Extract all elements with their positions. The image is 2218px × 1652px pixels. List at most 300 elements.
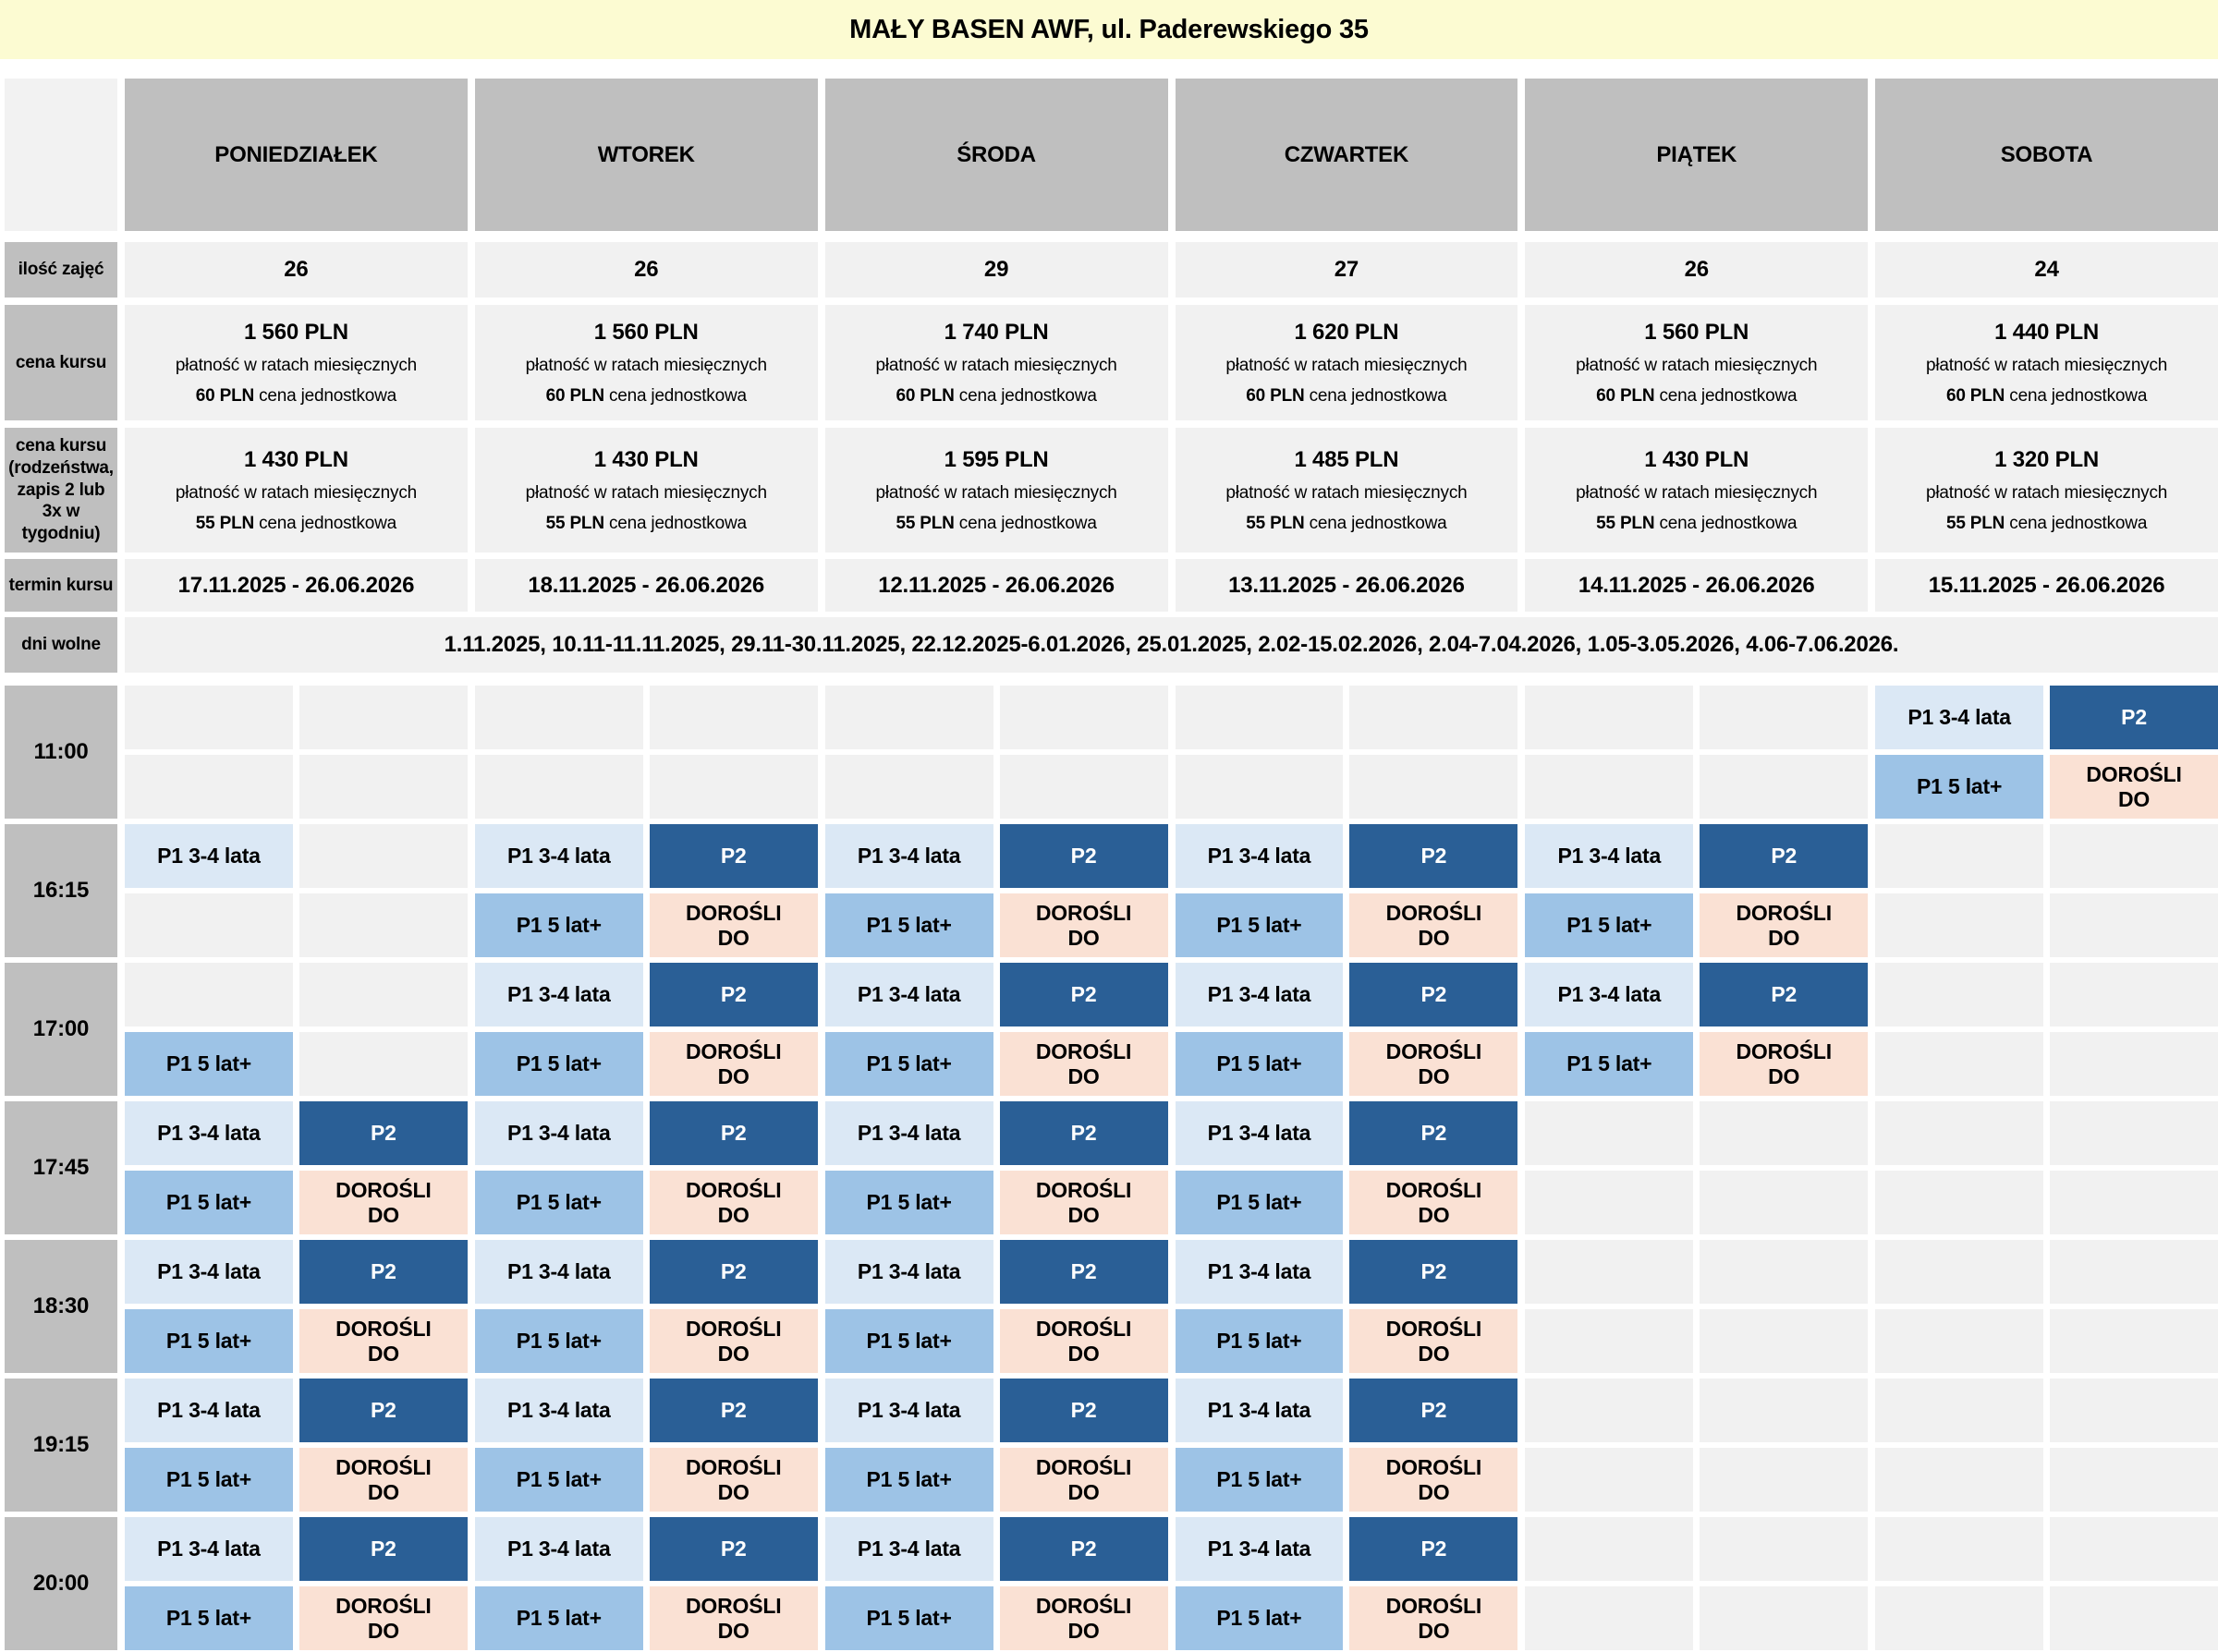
class-slot-p1y — [1176, 1517, 1344, 1581]
price-cell — [1176, 428, 1518, 553]
class-slot-ad — [299, 1171, 468, 1234]
class-slot-label: P1 3-4 lata — [1557, 844, 1662, 869]
class-slot-label: P1 5 lat+ — [165, 1329, 252, 1354]
day-slot-pair — [1875, 824, 2218, 888]
class-slot-p1y — [825, 1240, 993, 1304]
empty-slot — [1875, 963, 2043, 1026]
day-slot-pair — [475, 963, 818, 1026]
class-slot-p1o — [1176, 1032, 1344, 1096]
class-slot-p1y — [825, 1379, 993, 1442]
class-slot-ad — [1349, 1309, 1517, 1373]
class-slot-label: P1 5 lat+ — [1566, 913, 1652, 938]
row-label: cena kursu (rodzeństwa, zapis 2 lub 3x w tygodniu) — [5, 428, 117, 553]
price-value: 1 430 PLN — [243, 446, 348, 472]
price-value: 1 485 PLN — [1294, 446, 1399, 472]
day-slot-pair — [1525, 1517, 1868, 1581]
class-slot-label: P2 — [371, 1398, 396, 1423]
day-slot-pair — [475, 1171, 818, 1234]
empty-slot — [1525, 686, 1693, 749]
empty-slot — [2050, 1309, 2218, 1373]
class-slot-label: DOROŚLI DO — [1385, 1594, 1482, 1643]
empty-slot — [1525, 1448, 1693, 1512]
empty-slot — [1525, 1379, 1693, 1442]
class-slot-label: P2 — [720, 1537, 747, 1561]
class-slot-label: P1 3-4 lata — [506, 1537, 611, 1561]
time-block — [5, 686, 2218, 819]
class-slot-label: DOROŚLI DO — [686, 1039, 782, 1088]
day-header-monday: PONIEDZIAŁEK — [125, 79, 468, 231]
class-slot-label: P1 5 lat+ — [165, 1051, 252, 1076]
class-slot-p2 — [650, 1240, 818, 1304]
class-slot-ad — [1349, 1032, 1517, 1096]
row-label: cena kursu — [5, 305, 117, 420]
class-slot-p2 — [1000, 824, 1168, 888]
course-dates-cell: 13.11.2025 - 26.06.2026 — [1176, 559, 1518, 612]
unit-price: 60 PLN cena jednostkowa — [195, 385, 397, 406]
day-slot-pair — [825, 1309, 1168, 1373]
day-slot-pair — [825, 1240, 1168, 1304]
class-slot-p1y — [1525, 824, 1693, 888]
time-label: 11:00 — [5, 686, 117, 819]
class-slot-ad — [650, 893, 818, 957]
class-slot-label: P1 5 lat+ — [866, 1190, 952, 1215]
unit-price: 55 PLN cena jednostkowa — [896, 513, 1097, 533]
empty-slot — [1875, 1171, 2043, 1234]
class-slot-p2 — [1349, 1517, 1517, 1581]
class-slot-p1y — [825, 824, 993, 888]
day-slot-pair — [1525, 686, 1868, 749]
empty-slot — [1000, 755, 1168, 819]
empty-slot — [1525, 1517, 1693, 1581]
day-slot-pair — [1875, 755, 2218, 819]
class-slot-label: P2 — [1771, 844, 1798, 869]
lesson-count-cell: 26 — [1525, 242, 1868, 298]
class-slot-label: P1 5 lat+ — [1216, 913, 1302, 938]
class-slot-p1o — [125, 1586, 293, 1650]
time-block — [5, 963, 2218, 1096]
title-bar — [0, 0, 2218, 59]
day-slot-pair — [125, 755, 468, 819]
class-slot-label: P1 5 lat+ — [1566, 1051, 1652, 1076]
class-slot-label: P2 — [371, 1121, 396, 1146]
empty-slot — [2050, 1240, 2218, 1304]
class-slot-label: P2 — [720, 844, 747, 869]
class-slot-label: P1 5 lat+ — [516, 1606, 602, 1631]
class-slot-label: P1 3-4 lata — [157, 1537, 261, 1561]
day-slot-pair — [825, 1586, 1168, 1650]
day-slot-pair — [1525, 1586, 1868, 1650]
empty-slot — [2050, 1032, 2218, 1096]
class-slot-p2 — [1700, 963, 1868, 1026]
class-slot-label: DOROŚLI DO — [1736, 1039, 1832, 1088]
empty-slot — [1700, 1240, 1868, 1304]
class-slot-label: P2 — [2121, 705, 2147, 730]
class-slot-label: P2 — [720, 982, 747, 1007]
day-slot-pair — [825, 893, 1168, 957]
class-slot-label: P1 5 lat+ — [866, 1329, 952, 1354]
empty-slot — [1700, 686, 1868, 749]
class-slot-ad — [1000, 1171, 1168, 1234]
day-slot-pair — [475, 1448, 818, 1512]
class-slot-p1y — [1176, 1240, 1344, 1304]
class-slot-label: P1 5 lat+ — [1216, 1606, 1302, 1631]
day-slot-pair — [125, 1240, 468, 1304]
class-slot-p2 — [650, 963, 818, 1026]
class-slot-p1y — [125, 1101, 293, 1165]
class-slot-label: P1 3-4 lata — [157, 1398, 261, 1423]
payment-note: płatność w ratach miesięcznych — [525, 482, 767, 503]
class-slot-p1o — [1176, 1309, 1344, 1373]
course-dates-cell: 15.11.2025 - 26.06.2026 — [1875, 559, 2218, 612]
class-slot-label: DOROŚLI DO — [686, 901, 782, 950]
day-slot-pair — [1525, 824, 1868, 888]
class-slot-p1y — [125, 1240, 293, 1304]
class-slot-p2 — [1000, 1240, 1168, 1304]
class-slot-p2 — [1000, 1101, 1168, 1165]
class-slot-p1y — [825, 1517, 993, 1581]
time-label: 17:45 — [5, 1101, 117, 1234]
class-slot-p1y — [1875, 686, 2043, 749]
day-slot-pair — [1176, 686, 1518, 749]
payment-note: płatność w ratach miesięcznych — [1225, 355, 1468, 375]
class-slot-label: P1 3-4 lata — [857, 1398, 961, 1423]
class-slot-label: P1 5 lat+ — [165, 1467, 252, 1492]
class-slot-ad — [650, 1032, 818, 1096]
class-slot-label: P2 — [1070, 1259, 1097, 1284]
class-slot-p1o — [825, 893, 993, 957]
day-slot-pair — [475, 1101, 818, 1165]
day-slot-pair — [1176, 963, 1518, 1026]
class-slot-label: DOROŚLI DO — [1385, 901, 1482, 950]
course-dates-row — [5, 559, 2218, 612]
page-title: MAŁY BASEN AWF, ul. Paderewskiego 35 — [849, 14, 1369, 44]
empty-slot — [1875, 893, 2043, 957]
empty-slot — [1525, 1240, 1693, 1304]
class-slot-label: P1 5 lat+ — [1216, 1467, 1302, 1492]
class-slot-label: DOROŚLI DO — [1736, 901, 1832, 950]
price-value: 1 430 PLN — [593, 446, 699, 472]
class-slot-p1y — [475, 1379, 643, 1442]
class-slot-p1o — [475, 1032, 643, 1096]
class-slot-p2 — [1349, 963, 1517, 1026]
day-slot-pair — [475, 893, 818, 957]
class-slot-label: P1 5 lat+ — [866, 1467, 952, 1492]
course-price-row — [5, 305, 2218, 420]
class-slot-label: P2 — [1420, 844, 1447, 869]
class-slot-p1o — [825, 1171, 993, 1234]
unit-price: 60 PLN cena jednostkowa — [896, 385, 1097, 406]
class-slot-ad — [650, 1586, 818, 1650]
time-label: 17:00 — [5, 963, 117, 1096]
class-slot-label: P1 5 lat+ — [516, 913, 602, 938]
class-slot-label: P2 — [1070, 1537, 1097, 1561]
class-slot-label: DOROŚLI DO — [1035, 901, 1132, 950]
class-slot-p2 — [1349, 1379, 1517, 1442]
class-slot-p1o — [1525, 893, 1693, 957]
price-cell — [1875, 428, 2218, 553]
class-slot-p1y — [125, 1517, 293, 1581]
empty-slot — [1525, 755, 1693, 819]
day-slot-pair — [1525, 1101, 1868, 1165]
class-slot-p2 — [299, 1101, 468, 1165]
day-slot-pair — [1176, 1586, 1518, 1650]
class-slot-label: DOROŚLI DO — [335, 1455, 432, 1504]
class-slot-label: P2 — [1420, 1259, 1447, 1284]
day-slot-pair — [125, 963, 468, 1026]
day-slot-pair — [1525, 1379, 1868, 1442]
day-slot-pair — [1875, 1517, 2218, 1581]
unit-price: 55 PLN cena jednostkowa — [195, 513, 397, 533]
class-slot-label: P1 3-4 lata — [157, 1259, 261, 1284]
empty-slot — [1875, 1240, 2043, 1304]
day-slot-pair — [1525, 1448, 1868, 1512]
class-slot-p1o — [475, 1309, 643, 1373]
empty-slot — [299, 755, 468, 819]
empty-slot — [1349, 755, 1517, 819]
empty-slot — [299, 963, 468, 1026]
class-slot-label: P1 5 lat+ — [165, 1606, 252, 1631]
day-slot-pair — [825, 1171, 1168, 1234]
class-slot-p2 — [1349, 1240, 1517, 1304]
day-header-row — [5, 79, 2218, 231]
price-value: 1 595 PLN — [944, 446, 1049, 472]
day-slot-pair — [125, 1101, 468, 1165]
lesson-count-cell: 29 — [825, 242, 1168, 298]
class-slot-label: P1 5 lat+ — [1216, 1051, 1302, 1076]
price-value: 1 560 PLN — [243, 319, 348, 345]
payment-note: płatność w ratach miesięcznych — [1225, 482, 1468, 503]
day-slot-pair — [1525, 963, 1868, 1026]
class-slot-p2 — [650, 1379, 818, 1442]
class-slot-label: P1 5 lat+ — [516, 1467, 602, 1492]
day-slot-pair — [1176, 1171, 1518, 1234]
class-slot-p1o — [475, 893, 643, 957]
empty-slot — [125, 963, 293, 1026]
empty-slot — [1525, 1101, 1693, 1165]
class-slot-label: P1 3-4 lata — [506, 1121, 611, 1146]
class-slot-label: DOROŚLI DO — [686, 1317, 782, 1366]
price-value: 1 560 PLN — [1644, 319, 1749, 345]
price-cell — [125, 428, 468, 553]
day-slot-pair — [125, 1379, 468, 1442]
day-slot-pair — [1176, 824, 1518, 888]
course-dates-cell: 14.11.2025 - 26.06.2026 — [1525, 559, 1868, 612]
day-slot-pair — [475, 1309, 818, 1373]
price-value: 1 440 PLN — [1994, 319, 2100, 345]
empty-slot — [299, 686, 468, 749]
payment-note: płatność w ratach miesięcznych — [175, 355, 417, 375]
day-slot-pair — [1525, 1309, 1868, 1373]
class-slot-p1y — [1176, 1101, 1344, 1165]
payment-note: płatność w ratach miesięcznych — [175, 482, 417, 503]
class-slot-label: P2 — [1420, 1121, 1447, 1146]
class-slot-ad — [650, 1448, 818, 1512]
class-slot-ad — [1000, 1032, 1168, 1096]
class-slot-label: P2 — [371, 1537, 396, 1561]
class-slot-p1o — [1875, 755, 2043, 819]
class-slot-p1o — [1525, 1032, 1693, 1096]
class-slot-label: P1 5 lat+ — [165, 1190, 252, 1215]
class-slot-label: P2 — [720, 1121, 747, 1146]
class-slot-p1o — [1176, 1586, 1344, 1650]
row-label: ilość zajęć — [5, 242, 117, 298]
empty-slot — [1700, 1309, 1868, 1373]
class-slot-label: DOROŚLI DO — [1385, 1178, 1482, 1227]
day-slot-pair — [1176, 1240, 1518, 1304]
day-slot-pair — [1875, 893, 2218, 957]
class-slot-label: P1 5 lat+ — [516, 1190, 602, 1215]
empty-slot — [2050, 1517, 2218, 1581]
class-slot-label: P1 3-4 lata — [1557, 982, 1662, 1007]
class-slot-label: P1 3-4 lata — [857, 1121, 961, 1146]
class-slot-label: DOROŚLI DO — [1035, 1178, 1132, 1227]
class-slot-p1o — [1176, 893, 1344, 957]
day-slot-pair — [1176, 1517, 1518, 1581]
time-block — [5, 1379, 2218, 1512]
course-info-table — [5, 79, 2218, 1650]
class-slot-label: P1 5 lat+ — [866, 1606, 952, 1631]
class-slot-label: P1 5 lat+ — [866, 1051, 952, 1076]
day-slot-pair — [825, 1517, 1168, 1581]
class-slot-p1y — [1176, 824, 1344, 888]
class-slot-label: P1 3-4 lata — [1207, 1398, 1311, 1423]
class-slot-ad — [1000, 1309, 1168, 1373]
empty-slot — [2050, 1171, 2218, 1234]
unit-price: 55 PLN cena jednostkowa — [545, 513, 747, 533]
day-slot-pair — [1875, 1448, 2218, 1512]
empty-slot — [1525, 1309, 1693, 1373]
day-slot-pair — [125, 1171, 468, 1234]
time-label: 20:00 — [5, 1517, 117, 1650]
price-cell — [1875, 305, 2218, 420]
class-slot-p1y — [125, 1379, 293, 1442]
day-slot-pair — [825, 755, 1168, 819]
empty-slot — [825, 686, 993, 749]
price-cell — [1176, 305, 1518, 420]
day-slot-pair — [1525, 1171, 1868, 1234]
class-slot-label: P1 3-4 lata — [157, 1121, 261, 1146]
empty-slot — [1700, 1448, 1868, 1512]
class-slot-p2 — [1000, 963, 1168, 1026]
time-block — [5, 1101, 2218, 1234]
day-slot-pair — [475, 1379, 818, 1442]
day-slot-pair — [125, 1586, 468, 1650]
class-slot-label: P2 — [1070, 982, 1097, 1007]
empty-slot — [1000, 686, 1168, 749]
day-slot-pair — [125, 1309, 468, 1373]
class-slot-ad — [1700, 1032, 1868, 1096]
class-slot-p1o — [125, 1032, 293, 1096]
day-slot-pair — [1525, 1032, 1868, 1096]
class-slot-label: P1 5 lat+ — [866, 913, 952, 938]
empty-slot — [1349, 686, 1517, 749]
class-slot-ad — [1000, 1586, 1168, 1650]
class-slot-p1y — [1176, 1379, 1344, 1442]
class-slot-label: P1 3-4 lata — [506, 1398, 611, 1423]
class-slot-p2 — [1349, 824, 1517, 888]
class-slot-ad — [1700, 893, 1868, 957]
sibling-price-row — [5, 428, 2218, 553]
class-slot-label: P1 3-4 lata — [857, 844, 961, 869]
class-slot-p1y — [125, 824, 293, 888]
price-cell — [825, 305, 1168, 420]
day-slot-pair — [475, 1586, 818, 1650]
class-slot-label: P1 5 lat+ — [516, 1051, 602, 1076]
price-value: 1 560 PLN — [593, 319, 699, 345]
class-slot-p1o — [825, 1032, 993, 1096]
schedule-grid — [5, 686, 2218, 1650]
empty-slot — [125, 686, 293, 749]
days-off-row — [5, 617, 2218, 673]
class-slot-p2 — [299, 1240, 468, 1304]
course-dates-cell: 12.11.2025 - 26.06.2026 — [825, 559, 1168, 612]
class-slot-p1y — [825, 1101, 993, 1165]
class-slot-p1o — [1176, 1171, 1344, 1234]
class-slot-p2 — [1000, 1517, 1168, 1581]
day-slot-pair — [125, 1517, 468, 1581]
class-slot-p2 — [2050, 686, 2218, 749]
day-header-wednesday: ŚRODA — [825, 79, 1168, 231]
empty-slot — [650, 686, 818, 749]
empty-slot — [1700, 1517, 1868, 1581]
class-slot-label: P1 3-4 lata — [1207, 1121, 1311, 1146]
day-slot-pair — [1176, 755, 1518, 819]
day-slot-pair — [1875, 1101, 2218, 1165]
unit-price: 60 PLN cena jednostkowa — [1596, 385, 1798, 406]
price-value: 1 740 PLN — [944, 319, 1049, 345]
class-slot-label: DOROŚLI DO — [335, 1594, 432, 1643]
class-slot-ad — [1349, 1586, 1517, 1650]
class-slot-p1o — [825, 1586, 993, 1650]
class-slot-ad — [1349, 1171, 1517, 1234]
days-off-cell: 1.11.2025, 10.11-11.11.2025, 29.11-30.11.2025, 22.12.2025-6.01.2026, 25.01.2025, 2.02-15.02.2026, 2.04-7.04.2026, 1.05-3.05.2026, 4.06-7.06.2026. — [125, 617, 2218, 673]
time-label: 16:15 — [5, 824, 117, 957]
class-slot-label: DOROŚLI DO — [686, 1178, 782, 1227]
class-slot-p1o — [125, 1448, 293, 1512]
empty-slot — [1875, 1517, 2043, 1581]
price-value: 1 320 PLN — [1994, 446, 2100, 472]
class-slot-p1y — [475, 1240, 643, 1304]
class-slot-label: DOROŚLI DO — [1385, 1317, 1482, 1366]
empty-slot — [299, 893, 468, 957]
lesson-count-cell: 27 — [1176, 242, 1518, 298]
class-slot-label: P2 — [1771, 982, 1798, 1007]
class-slot-p1o — [475, 1586, 643, 1650]
header-spacer-cell — [5, 79, 117, 231]
empty-slot — [2050, 963, 2218, 1026]
payment-note: płatność w ratach miesięcznych — [1925, 355, 2168, 375]
empty-slot — [1875, 1379, 2043, 1442]
price-value: 1 620 PLN — [1294, 319, 1399, 345]
price-cell — [1525, 305, 1868, 420]
lesson-count-cell: 26 — [475, 242, 818, 298]
class-slot-p1y — [825, 963, 993, 1026]
unit-price: 60 PLN cena jednostkowa — [545, 385, 747, 406]
payment-note: płatność w ratach miesięcznych — [875, 355, 1117, 375]
unit-price: 60 PLN cena jednostkowa — [1246, 385, 1447, 406]
empty-slot — [1875, 1586, 2043, 1650]
lesson-count-row — [5, 242, 2218, 298]
class-slot-label: DOROŚLI DO — [1385, 1455, 1482, 1504]
day-slot-pair — [1525, 755, 1868, 819]
class-slot-ad — [299, 1586, 468, 1650]
empty-slot — [1700, 1379, 1868, 1442]
class-slot-label: DOROŚLI DO — [686, 1594, 782, 1643]
day-header-tuesday: WTOREK — [475, 79, 818, 231]
class-slot-ad — [1000, 893, 1168, 957]
empty-slot — [125, 893, 293, 957]
day-slot-pair — [475, 755, 818, 819]
